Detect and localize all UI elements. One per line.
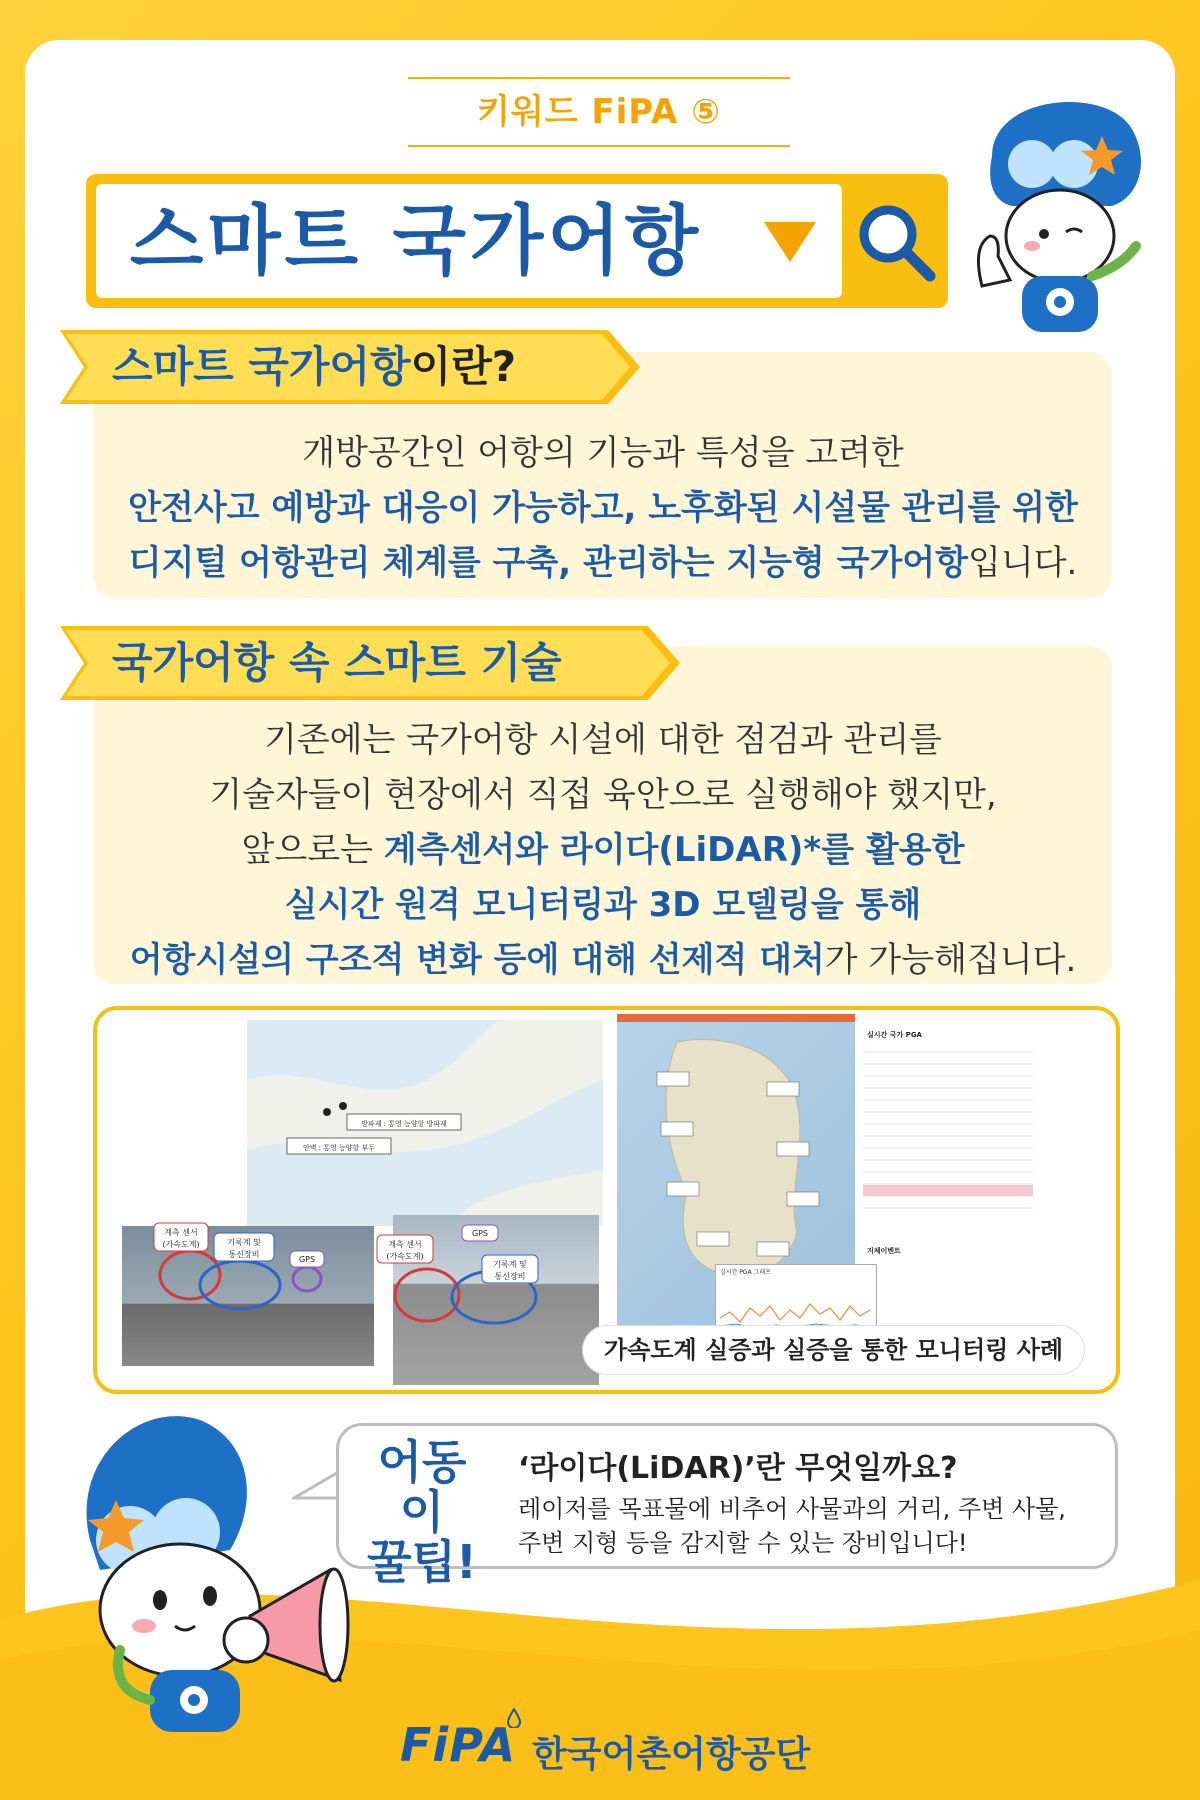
tip-answer-line-2: 주변 지형 등을 감지할 수 있는 장비입니다!	[518, 1529, 968, 1557]
tech-line-2: 기술자들이 현장에서 직접 육안으로 실행해야 했지만,	[209, 775, 997, 815]
intro-line-3	[93, 535, 1113, 584]
mascot-pointing-icon	[962, 86, 1158, 346]
events-title: 지체이벤트	[867, 1247, 901, 1255]
callout-logger-2: 기록계 및 통신장비	[493, 1260, 527, 1281]
callout-gps-1: GPS	[298, 1255, 316, 1264]
intro-line-3-highlight: 디지털 어항관리 체계를 구축, 관리하는 지능형 국가어항	[128, 543, 968, 583]
tech-line-3	[93, 822, 1113, 871]
tip-label	[358, 1437, 486, 1587]
tip-label-line-1: 어동이	[377, 1435, 467, 1539]
pga-table-title: 실시간 국가 PGA	[867, 1031, 922, 1039]
tip-label-line-2: 꿀팁!	[367, 1535, 477, 1589]
map-label-pier: 안벽 : 통영 능양항 부두	[302, 1144, 376, 1152]
tech-line-4: 실시간 원격 모니터링과 3D 모델링을 통해	[284, 885, 922, 925]
tech-banner	[60, 626, 680, 700]
map-label-breakwater: 방파제 : 통영 능양항 방파제	[361, 1120, 447, 1128]
tech-line-5-highlight: 어항시설의 구조적 변화 등에 대해 선제적 대처	[129, 940, 825, 980]
intro-heading-blue: 스마트 국가어항	[112, 342, 411, 391]
mascot-megaphone-icon	[60, 1400, 360, 1740]
search-icon	[850, 196, 940, 286]
intro-line-3-rest: 입니다.	[968, 543, 1078, 583]
page-title: 스마트 국가어항	[129, 196, 703, 285]
intro-heading	[112, 330, 516, 404]
logo-drop-icon	[506, 1708, 522, 1728]
dropdown-arrow-icon	[764, 222, 816, 262]
intro-line-2: 안전사고 예방과 대응이 가능하고, 노후화된 시설물 관리를 위한	[128, 488, 1078, 528]
intro-line-1: 개방공간인 어항의 기능과 특성을 고려한	[302, 433, 904, 473]
callout-logger-1: 기록계 및 통신장비	[227, 1238, 261, 1259]
tech-line-3-plain: 앞으로는	[241, 830, 384, 870]
intro-heading-dark: 이란?	[410, 342, 517, 391]
org-name: 한국어촌어항공단	[532, 1734, 811, 1775]
tech-heading: 국가어항 속 스마트 기술	[112, 638, 562, 687]
pga-table	[863, 1028, 1113, 1228]
tip-answer-line-1: 레이저를 목표물에 비추어 사물과의 거리, 주변 사물,	[518, 1495, 1066, 1523]
callout-gps-2: GPS	[471, 1229, 489, 1238]
fipa-logo: FiPA	[400, 1718, 517, 1772]
callout-sensor-1: 계측 센서 (가속도계)	[162, 1228, 200, 1249]
pga-table-rows	[863, 1042, 1113, 1222]
callout-sensor-2: 계측 센서 (가속도계)	[386, 1240, 424, 1261]
figure-caption: 가속도계 실증과 실증을 통한 모니터링 사례	[583, 1326, 1084, 1374]
tech-line-3-highlight: 계측센서와 라이다(LiDAR)*를 활용한	[383, 830, 965, 870]
tech-line-1: 기존에는 국가어항 시설에 대한 점검과 관리를	[263, 720, 943, 760]
tech-line-5-rest: 가 가능해집니다.	[824, 940, 1077, 980]
harbor-map-image	[247, 1020, 603, 1226]
keyword-kicker: 키워드 FiPA ⑤	[408, 77, 790, 147]
tip-question: ‘라이다(LiDAR)’란 무엇일까요?	[518, 1451, 958, 1486]
popup-title: 실시간 PGA 그래프	[720, 1269, 771, 1276]
tech-line-5	[93, 932, 1113, 981]
intro-banner	[60, 330, 640, 404]
